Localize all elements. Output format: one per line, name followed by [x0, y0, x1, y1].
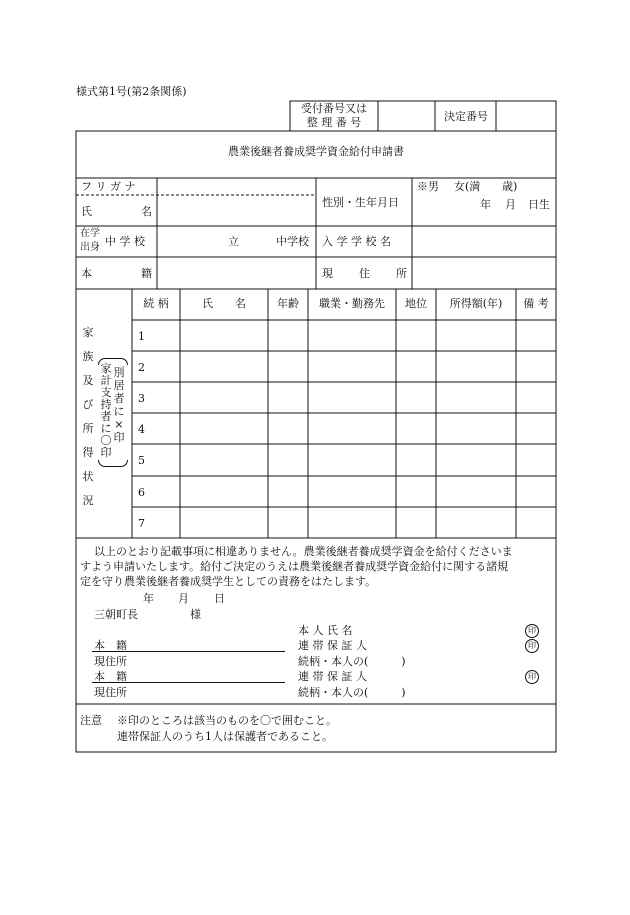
address-label-2: 住	[359, 267, 370, 280]
decision-number-field[interactable]	[497, 102, 555, 130]
receipt-number-label-line2: 整 理 番 号	[306, 116, 362, 129]
honseki-label-first: 本	[81, 267, 92, 280]
birth-day-label: 日生	[528, 198, 550, 211]
pledge-text-line1: 以上のとおり記載事項に相違ありません。農業後継者養成奨学資金を給付くださいま	[94, 545, 513, 558]
note-char: 計	[100, 374, 112, 387]
family-side-char: 及	[82, 374, 94, 387]
name-field[interactable]	[158, 196, 315, 225]
decision-number-label: 決定番号	[444, 110, 488, 123]
school-prefix-bottom: 出身	[80, 242, 100, 253]
table-row-number: 2	[138, 361, 145, 374]
guarantor1-address-label: 現住所	[94, 655, 127, 668]
table-row-number: 6	[138, 486, 145, 499]
seal-guarantor2-icon: 印	[525, 670, 539, 684]
note-char: 家	[100, 362, 112, 375]
note-char: 者	[113, 392, 125, 405]
gender-mark-female-age[interactable]: 女(満	[454, 180, 481, 193]
birth-year-label: 年	[480, 198, 491, 211]
guarantor2-address-label: 現住所	[94, 686, 127, 699]
col-header-income: 所得額(年)	[449, 297, 503, 310]
gender-age-suffix: 歳)	[502, 180, 518, 193]
guarantor2-relation-label: 続柄・本人の( )	[298, 686, 406, 699]
receipt-number-label-line1: 受付番号又は	[301, 102, 367, 115]
address-field[interactable]	[413, 258, 555, 288]
guarantor2-honseki-underline[interactable]	[92, 682, 285, 683]
school-label: 中 学 校	[105, 235, 145, 248]
family-side-char: 況	[82, 494, 94, 507]
note-char: 〇	[100, 434, 112, 447]
birth-month-label: 月	[505, 198, 516, 211]
date-year-label: 年	[143, 592, 154, 605]
address-label-3: 所	[396, 267, 407, 280]
date-day-label: 日	[214, 592, 225, 605]
guarantor2-honseki-label: 本 籍	[94, 670, 127, 683]
seal-guarantor1-icon: 印	[525, 639, 539, 653]
date-month-label: 月	[178, 592, 189, 605]
col-header-age: 年齢	[277, 297, 299, 310]
guarantor1-honseki-label: 本 籍	[94, 639, 127, 652]
col-header-relation: 続 柄	[143, 297, 169, 310]
family-side-char: 得	[82, 446, 94, 459]
table-row-number: 4	[138, 423, 145, 436]
applicant-name-label: 本 人 氏 名	[298, 624, 353, 637]
notes-line2: 連帯保証人のうち1人は保護者であること。	[117, 730, 333, 743]
addressee-sama: 様	[190, 608, 201, 621]
form-number-label: 様式第1号(第2条関係)	[76, 85, 187, 98]
name-label-second: 名	[141, 205, 152, 218]
pledge-text-line3: 定を守り農業後継者養成奨学生としての責務をはたします。	[80, 575, 377, 588]
guarantor1-honseki-underline[interactable]	[92, 651, 285, 652]
honseki-field[interactable]	[158, 258, 315, 288]
school-ritsu: 立	[228, 235, 239, 248]
family-side-char: 状	[82, 470, 94, 483]
furigana-label: フ リ ガ ナ	[81, 180, 136, 193]
note-char: に	[113, 405, 125, 418]
table-row-number: 1	[138, 330, 145, 343]
note-char: 印	[100, 446, 112, 459]
note-char: ×	[114, 418, 124, 431]
family-side-char: 所	[82, 422, 94, 435]
form-title: 農業後継者養成奨学資金給付申請書	[228, 145, 404, 158]
note-char: 持	[100, 398, 112, 411]
pledge-text-line2: すよう申請いたします。給付ご決定のうえは農業後継者養成奨学資金給付に関する諸規	[80, 560, 509, 573]
address-label-1: 現	[322, 267, 333, 280]
guarantor2-label: 連 帯 保 証 人	[298, 670, 367, 683]
gender-mark-male[interactable]: ※男	[417, 180, 439, 193]
note-char: 者	[100, 410, 112, 423]
school-field[interactable]	[158, 227, 315, 256]
note-char: 居	[113, 379, 125, 392]
family-side-char: 家	[82, 326, 94, 339]
receipt-number-field[interactable]	[379, 102, 434, 130]
col-header-name: 氏 名	[202, 297, 246, 310]
enroll-school-label: 入 学 学 校 名	[322, 235, 391, 248]
note-char: に	[100, 422, 112, 435]
col-header-remarks: 備 考	[523, 297, 549, 310]
guarantor1-relation-label: 続柄・本人の( )	[298, 655, 406, 668]
school-prefix-top: 在学	[80, 228, 100, 239]
note-bracket-bottom	[98, 460, 128, 467]
note-char: 支	[100, 386, 112, 399]
col-header-occupation: 職業・勤務先	[319, 297, 385, 310]
guarantor1-label: 連 帯 保 証 人	[298, 639, 367, 652]
furigana-field[interactable]	[158, 179, 315, 194]
note-char: 印	[113, 431, 125, 444]
col-header-position: 地位	[405, 297, 427, 310]
family-side-char: び	[82, 398, 94, 411]
family-side-char: 族	[82, 350, 94, 363]
enroll-school-field[interactable]	[413, 227, 555, 256]
notes-line1: ※印のところは該当のものを〇で囲むこと。	[117, 714, 337, 727]
seal-applicant-icon: 印	[525, 624, 539, 638]
table-row-number: 3	[138, 392, 145, 405]
table-row-number: 5	[138, 454, 145, 467]
table-row-number: 7	[138, 517, 145, 530]
addressee-mayor: 三朝町長	[94, 608, 138, 621]
name-label-first: 氏	[81, 205, 92, 218]
note-char: 別	[113, 366, 125, 379]
notes-label: 注意	[80, 714, 102, 727]
honseki-label-second: 籍	[141, 267, 152, 280]
sex-birth-label: 性別・生年月日	[322, 196, 399, 209]
school-suffix: 中学校	[276, 235, 309, 248]
